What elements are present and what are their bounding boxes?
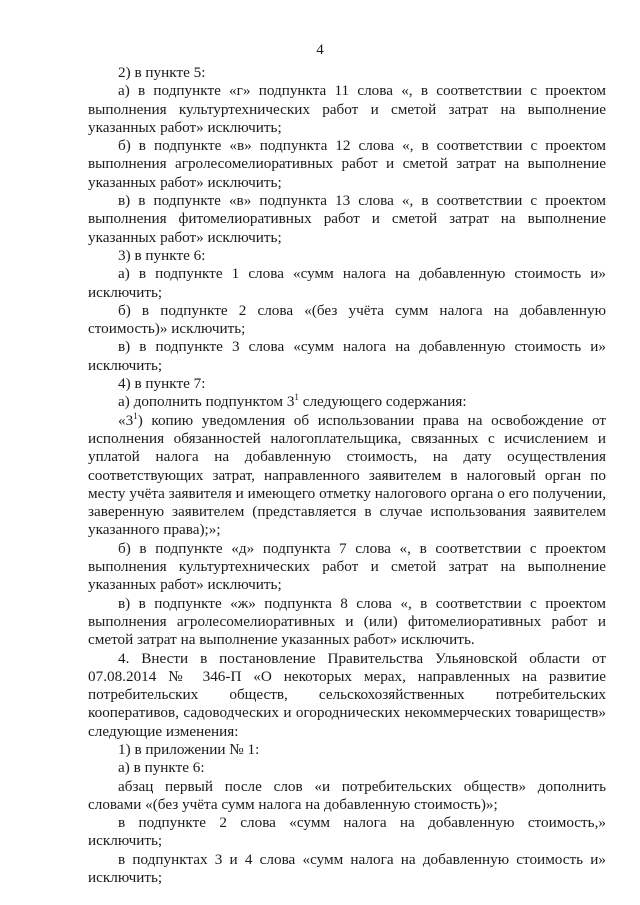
paragraph: абзац первый после слов «и потребительских обществ» дополнить словами «(без учёта сумм налога на добавленную стоимость)»;: [88, 777, 606, 813]
paragraph: 4) в пункте 7:: [118, 375, 206, 393]
text-run: ) копию уведомления об использовании права на освобождение от исполнения обязанностей налогоплательщика, связанных с исчислением и уплатой налога на добавленную стоимость, на дату осуществления соответствующих затрат, направленного заявителем в налоговый орган по месту учёта заявителя и имеющего отметку налогового органа о его получении, заверенную заявителем (представляется в случае использования заявителем указанного права);»;: [88, 411, 606, 539]
document-body: [88, 64, 606, 887]
paragraph: в) в подпункте 3 слова «сумм налога на добавленную стоимость и» исключить;: [88, 338, 606, 374]
text-run: «3: [118, 411, 134, 429]
paragraph: б) в подпункте «в» подпункта 12 слова «, в соответствии с проектом выполнения агролесомелиоративных работ и сметой затрат на выполнение указанных работ» исключить;: [88, 137, 606, 191]
paragraph: а) в подпункте «г» подпункта 11 слова «, в соответствии с проектом выполнения культуртехнических работ и сметой затрат на выполнение указанных работ» исключить;: [88, 82, 606, 136]
superscript: 1: [294, 392, 299, 403]
paragraph: б) в подпункте «д» подпункта 7 слова «, в соответствии с проектом выполнения культуртехнических работ и сметой затрат на выполнение указанных работ» исключить;: [88, 539, 606, 594]
paragraph: 3) в пункте 6:: [118, 246, 206, 264]
text-run: а) дополнить подпунктом 3: [118, 393, 295, 411]
paragraph: в подпункте 2 слова «сумм налога на добавленную стоимость,» исключить;: [88, 814, 606, 850]
page-number: 4: [316, 42, 324, 58]
paragraph: 4. Внести в постановление Правительства Ульяновской области от 07.08.2014 № 346-П «О некоторых мерах, направленных на развитие потребительских обществ, сельскохозяйственных потребительских кооперативов, садоводческих и огороднических некоммерческих товариществ» следующие изменения:: [88, 649, 606, 740]
paragraph: в подпунктах 3 и 4 слова «сумм налога на добавленную стоимость и» исключить;: [88, 850, 606, 887]
paragraph: а) в пункте 6:: [118, 759, 205, 777]
paragraph: б) в подпункте 2 слова «(без учёта сумм налога на добавленную стоимость)» исключить;: [88, 301, 606, 338]
paragraph: а) в подпункте 1 слова «сумм налога на добавленную стоимость и» исключить;: [88, 265, 606, 301]
paragraph: 2) в пункте 5:: [118, 64, 206, 81]
superscript: 1: [133, 410, 138, 421]
text-run: следующего содержания:: [298, 393, 467, 411]
paragraph: в) в подпункте «в» подпункта 13 слова «, в соответствии с проектом выполнения фитомелиоративных работ и сметой затрат на выполнение указанных работ» исключить;: [88, 192, 606, 246]
paragraph: в) в подпункте «ж» подпункта 8 слова «, в соответствии с проектом выполнения агролесомелиоративных и (или) фитомелиоративных работ и сметой затрат на выполнение указанных работ» исключить.: [88, 594, 606, 649]
paragraph: 1) в приложении № 1:: [118, 740, 260, 758]
paragraph-add-subitem: [88, 393, 606, 411]
paragraph-quote: [88, 412, 606, 540]
